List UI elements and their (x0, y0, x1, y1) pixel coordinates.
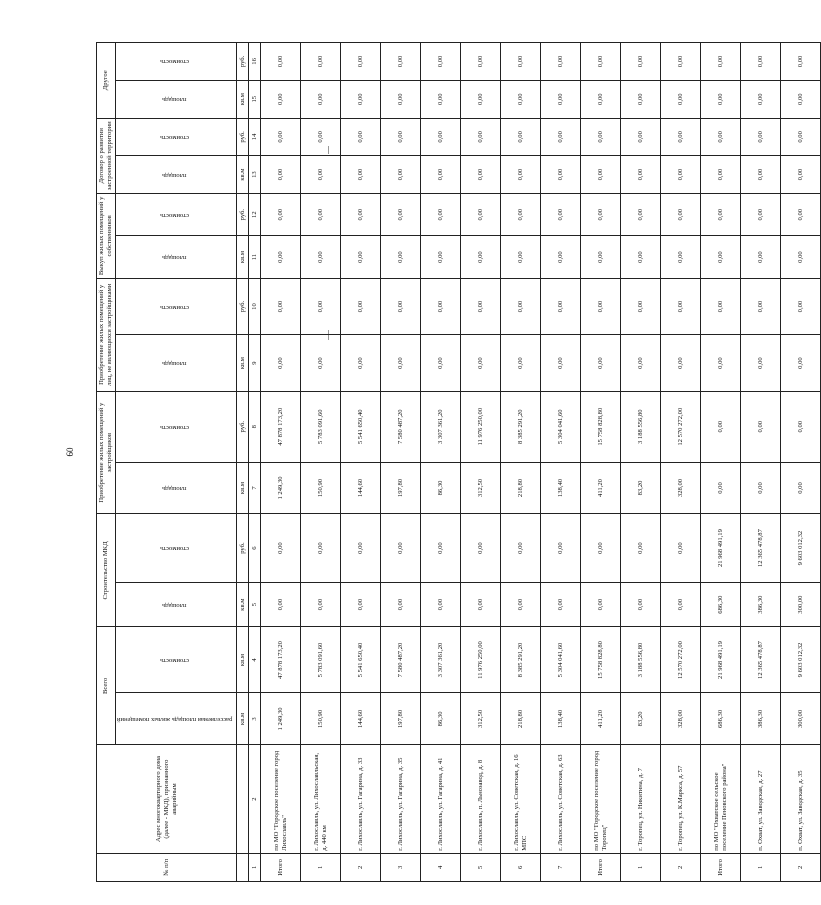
subheader-cost: стоимость (116, 43, 237, 81)
row-number: 1 (301, 853, 341, 881)
row-value: 0,00 (581, 80, 621, 118)
row-value: 0,00 (781, 193, 821, 235)
row-value: 0,00 (541, 43, 581, 81)
row-value: 197,80 (381, 693, 421, 745)
col-number: 7 (249, 462, 261, 514)
row-number: Итого (581, 853, 621, 881)
row-value: 3 307 361,20 (421, 627, 461, 693)
row-value: 0,00 (381, 582, 421, 627)
units-cell (237, 745, 249, 853)
row-value: 3 188 556,80 (621, 391, 661, 462)
row-value: 86,30 (421, 693, 461, 745)
row-value: 5 304 041,60 (541, 391, 581, 462)
row-value: 0,00 (741, 80, 781, 118)
units-cell: кв.м (237, 236, 249, 278)
row-value: 47 878 173,20 (261, 391, 301, 462)
row-value: 1 249,30 (261, 462, 301, 514)
row-value: 0,00 (781, 236, 821, 278)
row-value: 83,20 (621, 462, 661, 514)
row-value: 0,00 (341, 193, 381, 235)
row-value: 0,00 (541, 193, 581, 235)
row-value: 0,00 (381, 118, 421, 156)
row-value: 411,20 (581, 693, 621, 745)
row-value: 5 541 650,40 (341, 627, 381, 693)
row-value: 0,00 (581, 278, 621, 335)
row-value: 0,00 (461, 514, 501, 582)
row-value: 12 570 272,00 (661, 391, 701, 462)
row-number: 2 (661, 853, 701, 881)
page-number: 60 (65, 447, 75, 457)
row-value: 0,00 (621, 156, 661, 194)
col-number: 14 (249, 118, 261, 156)
subheader-cost: стоимость (116, 193, 237, 235)
col-number: 16 (249, 43, 261, 81)
row-address: г. Лихославль, ул. Советская, д. 63 (541, 745, 581, 853)
row-value: 0,00 (301, 118, 341, 156)
row-value: 0,00 (341, 278, 381, 335)
subheader-area: площадь (116, 156, 237, 194)
row-value: 150,90 (301, 693, 341, 745)
row-value: 0,00 (621, 80, 661, 118)
row-value: 8 385 291,20 (501, 627, 541, 693)
row-value: 0,00 (421, 118, 461, 156)
row-number: 1 (621, 853, 661, 881)
row-value: 0,00 (501, 43, 541, 81)
row-value: 328,00 (661, 693, 701, 745)
row-number: 2 (341, 853, 381, 881)
row-value: 0,00 (261, 156, 301, 194)
col-number: 2 (249, 745, 261, 853)
row-value: 0,00 (701, 391, 741, 462)
table-row (581, 43, 621, 882)
row-number: 6 (501, 853, 541, 881)
header-mkd-build: Строительство МКД (97, 514, 116, 627)
row-value: 0,00 (701, 335, 741, 392)
row-value: 8 385 291,20 (501, 391, 541, 462)
row-value: 47 878 173,20 (261, 627, 301, 693)
row-value: 0,00 (461, 156, 501, 194)
row-address: г. Лихославль, ул. Гагарина, д. 41 (421, 745, 461, 853)
row-value: 0,00 (661, 335, 701, 392)
row-value: 0,00 (381, 156, 421, 194)
row-address: по МО "Охватское сельское поселение Пеновского района" (701, 745, 741, 853)
row-value: 0,00 (701, 43, 741, 81)
row-value: 0,00 (701, 462, 741, 514)
row-value: 0,00 (581, 236, 621, 278)
row-value: 0,00 (461, 43, 501, 81)
row-value: 0,00 (541, 278, 581, 335)
row-value: 0,00 (301, 335, 341, 392)
row-address: п. Охват, ул. Заводская, д. 27 (741, 745, 781, 853)
col-number: 13 (249, 156, 261, 194)
row-address: по МО "Городское поселение город Лихославль" (261, 745, 301, 853)
row-address: г. Лихославль, ул. Советская, д. 16 МПС (501, 745, 541, 853)
col-number: 9 (249, 335, 261, 392)
row-value: 0,00 (661, 193, 701, 235)
row-number: 3 (381, 853, 421, 881)
row-value: 0,00 (781, 391, 821, 462)
row-value: 0,00 (701, 278, 741, 335)
row-value: 0,00 (661, 278, 701, 335)
row-value: 0,00 (501, 582, 541, 627)
row-value: 0,00 (461, 236, 501, 278)
row-value: 11 976 250,00 (461, 391, 501, 462)
row-value: 0,00 (581, 335, 621, 392)
row-value: 0,00 (741, 236, 781, 278)
row-value: 0,00 (661, 582, 701, 627)
row-value: 0,00 (461, 278, 501, 335)
row-value: 0,00 (501, 236, 541, 278)
table-row (381, 43, 421, 882)
row-value: 0,00 (701, 156, 741, 194)
row-value: 0,00 (581, 156, 621, 194)
units-cell: кв.м (237, 80, 249, 118)
row-value: 0,00 (461, 118, 501, 156)
row-value: 0,00 (781, 43, 821, 81)
row-address: по МО "Городское поселение город Торопец" (581, 745, 621, 853)
row-value: 0,00 (381, 236, 421, 278)
row-value: 7 580 487,20 (381, 627, 421, 693)
row-value: 0,00 (301, 514, 341, 582)
row-value: 21 968 491,19 (701, 514, 741, 582)
row-value: 0,00 (261, 118, 301, 156)
row-value: 5 783 091,60 (301, 627, 341, 693)
row-value: 0,00 (741, 391, 781, 462)
row-value: 0,00 (741, 335, 781, 392)
col-number: 10 (249, 278, 261, 335)
row-value: 0,00 (621, 43, 661, 81)
table-body (261, 43, 821, 882)
row-value: 0,00 (421, 80, 461, 118)
row-value: 11 976 250,00 (461, 627, 501, 693)
row-value: 0,00 (301, 80, 341, 118)
units-cell: кв.м (237, 627, 249, 693)
row-value: 0,00 (621, 335, 661, 392)
row-value: 0,00 (261, 43, 301, 81)
row-value: 0,00 (261, 335, 301, 392)
units-cell (237, 853, 249, 881)
row-value: 0,00 (541, 118, 581, 156)
table-row (421, 43, 461, 882)
units-cell: кв.м (237, 582, 249, 627)
col-number: 8 (249, 391, 261, 462)
row-value: 0,00 (261, 193, 301, 235)
row-value: 0,00 (781, 335, 821, 392)
row-value: 0,00 (381, 278, 421, 335)
row-value: 138,40 (541, 462, 581, 514)
subheader-resettled-area: расселяемая площадь жилых помещений (116, 693, 237, 745)
row-address: г. Торопец, ул. К.Маркса, д. 57 (661, 745, 701, 853)
row-value: 0,00 (301, 156, 341, 194)
units-cell: руб. (237, 514, 249, 582)
row-value: 0,00 (701, 193, 741, 235)
row-value: 150,90 (301, 462, 341, 514)
row-value: 0,00 (661, 514, 701, 582)
row-value: 0,00 (301, 278, 341, 335)
row-value: 0,00 (741, 156, 781, 194)
units-cell: руб. (237, 118, 249, 156)
col-number: 12 (249, 193, 261, 235)
row-number: 5 (461, 853, 501, 881)
row-value: 0,00 (781, 118, 821, 156)
row-value: 0,00 (301, 43, 341, 81)
row-value: 0,00 (341, 118, 381, 156)
row-value: 312,50 (461, 462, 501, 514)
row-number: Итого (261, 853, 301, 881)
row-address: г. Лихославль, ул. Лихославльская, д. 440 км (301, 745, 341, 853)
row-value: 0,00 (701, 118, 741, 156)
row-value: 300,00 (781, 693, 821, 745)
row-value: 12 365 478,87 (741, 627, 781, 693)
table-row (501, 43, 541, 882)
row-value: 312,50 (461, 693, 501, 745)
row-number: 7 (541, 853, 581, 881)
units-cell: кв.м (237, 335, 249, 392)
row-value: 0,00 (741, 193, 781, 235)
row-address: п. Охват, ул. Заводская, д. 35 (781, 745, 821, 853)
row-value: 0,00 (501, 80, 541, 118)
row-value: 0,00 (501, 156, 541, 194)
header-total: Всего (97, 627, 116, 745)
row-value: 0,00 (381, 80, 421, 118)
header-buy-nondev: Приобретение жилых помещений у лиц, не являющихся застройщиками (97, 278, 116, 391)
row-value: 197,80 (381, 462, 421, 514)
row-value: 0,00 (341, 156, 381, 194)
row-number: Итого (701, 853, 741, 881)
units-cell: руб. (237, 193, 249, 235)
header-address: Адрес многоквартирного дома (далее - МКД), признанного аварийным (97, 745, 237, 853)
col-number: 15 (249, 80, 261, 118)
row-value: 0,00 (581, 193, 621, 235)
row-value: 0,00 (421, 582, 461, 627)
row-address: г. Лихославль, ул. Гагарина, д. 33 (341, 745, 381, 853)
row-value: 0,00 (301, 582, 341, 627)
row-value: 7 580 487,20 (381, 391, 421, 462)
header-num: № п/п (97, 853, 237, 881)
row-value: 0,00 (581, 582, 621, 627)
row-value: 218,80 (501, 462, 541, 514)
units-cell: кв.м (237, 462, 249, 514)
row-value: 0,00 (261, 278, 301, 335)
row-value: 144,60 (341, 462, 381, 514)
row-value: 0,00 (501, 514, 541, 582)
subheader-area: площадь (116, 335, 237, 392)
row-value: 0,00 (701, 236, 741, 278)
row-value: 0,00 (581, 43, 621, 81)
row-address: г. Лихославль, п. Льнозавод, д. 8 (461, 745, 501, 853)
row-number: 2 (781, 853, 821, 881)
subheader-cost: стоимость (116, 627, 237, 693)
table-row (741, 43, 781, 882)
row-value: 0,00 (421, 43, 461, 81)
row-value: 0,00 (461, 80, 501, 118)
row-value: 144,60 (341, 693, 381, 745)
table-row (461, 43, 501, 882)
row-value: 0,00 (261, 582, 301, 627)
subheader-area: площадь (116, 80, 237, 118)
row-value: 0,00 (341, 236, 381, 278)
row-value: 386,30 (741, 582, 781, 627)
units-cell: руб. (237, 278, 249, 335)
units-cell: руб. (237, 43, 249, 81)
row-value: 0,00 (341, 514, 381, 582)
row-value: 0,00 (741, 278, 781, 335)
col-number: 11 (249, 236, 261, 278)
row-value: 0,00 (461, 582, 501, 627)
row-value: 3 307 361,20 (421, 391, 461, 462)
row-value: 15 758 828,80 (581, 627, 621, 693)
row-address: г. Лихославль, ул. Гагарина, д. 35 (381, 745, 421, 853)
row-value: 0,00 (381, 43, 421, 81)
row-value: 0,00 (661, 156, 701, 194)
row-value: 0,00 (341, 335, 381, 392)
row-value: 0,00 (381, 193, 421, 235)
row-value: 0,00 (341, 582, 381, 627)
header-other: Другое (97, 43, 116, 119)
row-value: 0,00 (781, 462, 821, 514)
header-contract: Договор о развитии застроенной территории (97, 118, 116, 193)
row-value: 0,00 (261, 236, 301, 278)
row-value: 0,00 (741, 462, 781, 514)
subheader-cost: стоимость (116, 118, 237, 156)
row-value: 386,30 (741, 693, 781, 745)
row-value: 0,00 (661, 43, 701, 81)
row-value: 5 304 041,60 (541, 627, 581, 693)
row-value: 0,00 (621, 582, 661, 627)
row-value: 0,00 (701, 80, 741, 118)
table-row (701, 43, 741, 882)
col-number: 1 (249, 853, 261, 881)
row-value: 0,00 (541, 335, 581, 392)
table-row (781, 43, 821, 882)
row-value: 0,00 (541, 156, 581, 194)
row-value: 0,00 (781, 156, 821, 194)
row-value: 5 541 650,40 (341, 391, 381, 462)
subheader-cost: стоимость (116, 278, 237, 335)
row-number: 1 (741, 853, 781, 881)
row-value: 1 249,30 (261, 693, 301, 745)
row-value: 0,00 (781, 80, 821, 118)
row-value: 15 758 828,80 (581, 391, 621, 462)
table-row (301, 43, 341, 882)
row-value: 0,00 (341, 43, 381, 81)
row-value: 300,00 (781, 582, 821, 627)
units-cell: руб. (237, 391, 249, 462)
units-cell: кв.м (237, 693, 249, 745)
row-value: 5 783 091,60 (301, 391, 341, 462)
row-value: 0,00 (741, 43, 781, 81)
subheader-cost: стоимость (116, 391, 237, 462)
row-value: 0,00 (581, 118, 621, 156)
col-number: 6 (249, 514, 261, 582)
units-cell: кв.м (237, 156, 249, 194)
row-value: 0,00 (541, 514, 581, 582)
row-value: 12 365 478,87 (741, 514, 781, 582)
rotated-table-wrapper (96, 42, 804, 882)
row-value: 138,40 (541, 693, 581, 745)
row-value: 0,00 (661, 80, 701, 118)
row-value: 0,00 (661, 236, 701, 278)
row-value: 328,00 (661, 462, 701, 514)
row-value: 686,30 (701, 693, 741, 745)
table-row (621, 43, 661, 882)
resettlement-table (96, 42, 821, 882)
subheader-area: площадь (116, 462, 237, 514)
row-value: 0,00 (541, 582, 581, 627)
header-buyout: Выкуп жилых помещений у собственников (97, 193, 116, 278)
row-value: 0,00 (621, 278, 661, 335)
row-value: 0,00 (381, 335, 421, 392)
row-value: 0,00 (261, 80, 301, 118)
row-value: 86,30 (421, 462, 461, 514)
col-number: 3 (249, 693, 261, 745)
subheader-cost: стоимость (116, 514, 237, 582)
row-value: 83,20 (621, 693, 661, 745)
row-value: 0,00 (501, 335, 541, 392)
row-value: 0,00 (421, 514, 461, 582)
row-value: 21 968 491,19 (701, 627, 741, 693)
col-number: 5 (249, 582, 261, 627)
row-value: 0,00 (341, 80, 381, 118)
row-value: 3 188 556,80 (621, 627, 661, 693)
row-value: 0,00 (621, 118, 661, 156)
subheader-area: площадь (116, 236, 237, 278)
table-row (261, 43, 301, 882)
row-value: 0,00 (421, 278, 461, 335)
row-value: 9 603 012,32 (781, 627, 821, 693)
row-value: 0,00 (461, 335, 501, 392)
row-value: 0,00 (541, 80, 581, 118)
row-value: 0,00 (301, 236, 341, 278)
row-value: 12 570 272,00 (661, 627, 701, 693)
row-value: 0,00 (621, 193, 661, 235)
subheader-area: площадь (116, 582, 237, 627)
row-value: 0,00 (501, 278, 541, 335)
row-value: 0,00 (501, 118, 541, 156)
row-address: г. Торопец, ул. Никитина, д. 7 (621, 745, 661, 853)
row-value: 0,00 (421, 236, 461, 278)
row-value: 0,00 (661, 118, 701, 156)
table-row (661, 43, 701, 882)
row-value: 0,00 (421, 335, 461, 392)
row-value: 0,00 (381, 514, 421, 582)
col-number: 4 (249, 627, 261, 693)
row-value: 0,00 (781, 278, 821, 335)
row-value: 0,00 (501, 193, 541, 235)
row-value: 0,00 (741, 118, 781, 156)
row-value: 0,00 (621, 236, 661, 278)
header-buy-dev: Приобретение жилых помещений у застройщиков (97, 391, 116, 514)
row-value: 218,80 (501, 693, 541, 745)
table-row (541, 43, 581, 882)
row-value: 9 603 012,32 (781, 514, 821, 582)
row-value: 0,00 (421, 193, 461, 235)
row-value: 411,20 (581, 462, 621, 514)
row-value: 0,00 (421, 156, 461, 194)
row-value: 0,00 (581, 514, 621, 582)
row-value: 0,00 (621, 514, 661, 582)
row-number: 4 (421, 853, 461, 881)
table-row (341, 43, 381, 882)
row-value: 0,00 (461, 193, 501, 235)
row-value: 686,30 (701, 582, 741, 627)
row-value: 0,00 (261, 514, 301, 582)
row-value: 0,00 (301, 193, 341, 235)
row-value: 0,00 (541, 236, 581, 278)
